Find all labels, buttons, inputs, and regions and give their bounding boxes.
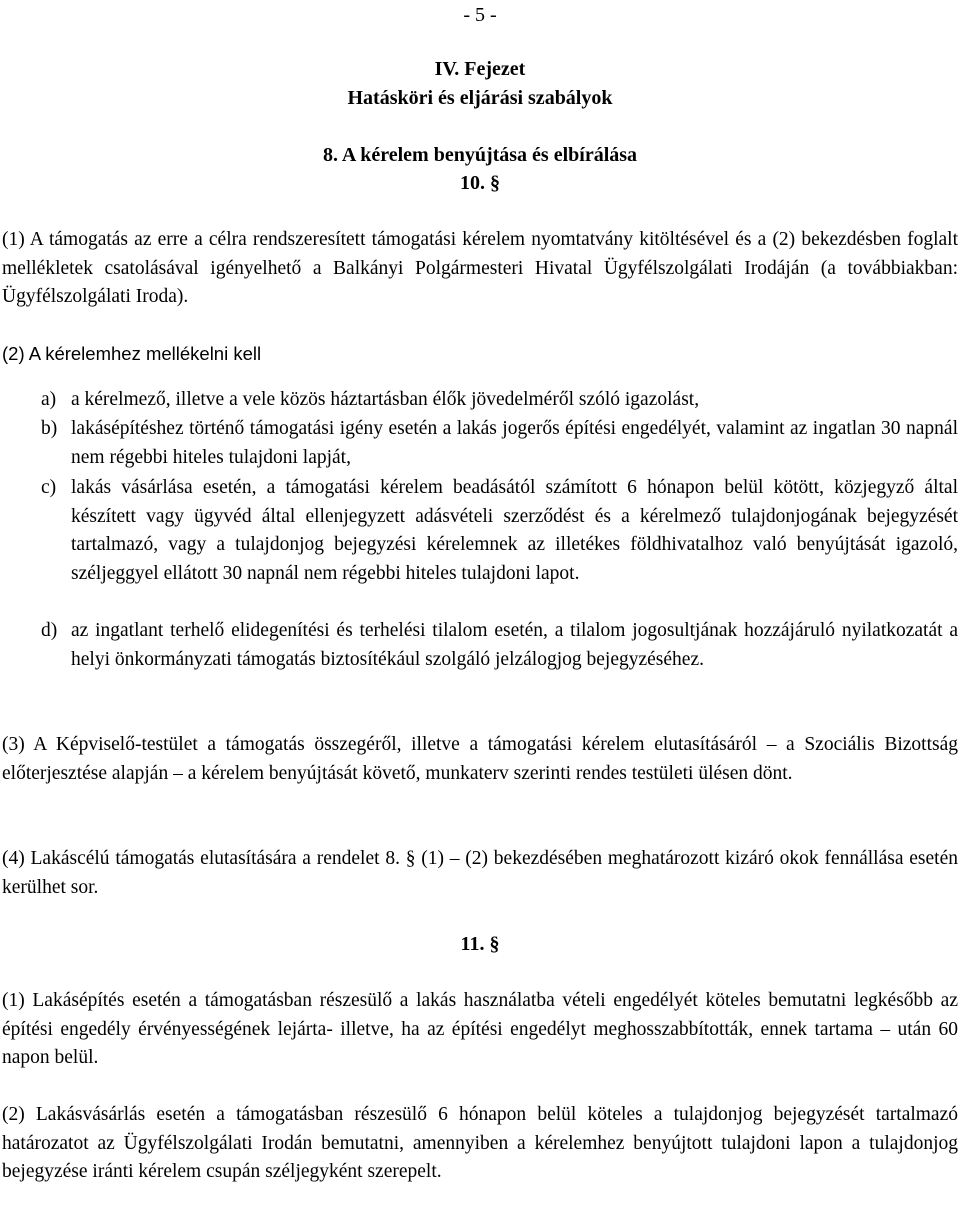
- paragraph-10-4: (4) Lakáscélú támogatás elutasítására a rendelet 8. § (1) – (2) bekezdésében meghatározott kizáró okok fennállása esetén kerülhet sor.: [2, 848, 958, 898]
- paragraph-11-1: (1) Lakásépítés esetén a támogatásban részesülő a lakás használatba vételi engedélyét köteles bemutatni legkésőbb az építési engedély érvényességének lejárta- illetve, ha az építési engedélyt meghosszabbították, ennek tartama – után 60 napon belül.: [2, 990, 958, 1068]
- list-item: [41, 474, 958, 588]
- page-number: - 5 -: [463, 4, 497, 26]
- list-item-text: a kérelmező, illetve a vele közös háztartásban élők jövedelméről szóló igazolást,: [71, 389, 700, 410]
- list-item: [41, 386, 958, 415]
- paragraph-10-1: (1) A támogatás az erre a célra rendszeresített támogatási kérelem nyomtatvány kitöltésével és a (2) bekezdésben foglalt mellékletek csatolásával igényelhető a Balkányi Polgármesteri Hivatal Ügyfélszolgálati Irodáján (a továbbiakban: Ügyfélszolgálati Iroda).: [2, 229, 958, 307]
- list-item-text: lakás vásárlása esetén, a támogatási kérelem beadásától számított 6 hónapon belül kötött, közjegyző által készített vagy ügyvéd által ellenjegyzett adásvételi szerződést és a kérelmező tulajdonjogának bejegyzését tartalmazó, vagy a tulajdonjog bejegyzési kérelemnek az illetékes földhivatalhoz való benyújtását igazoló, széljeggyel ellátott 30 napnál nem régebbi hiteles tulajdoni lapot.: [71, 477, 958, 584]
- list-item-label: b): [41, 418, 58, 439]
- paragraph-mark-11: 11. §: [460, 933, 500, 955]
- list-item-label: a): [41, 389, 57, 410]
- paragraph-11-2: (2) Lakásvásárlás esetén a támogatásban részesülő 6 hónapon belül köteles a tulajdonjog bejegyzését tartalmazó határozatot az Ügyfélszolgálati Irodán bemutatni, amennyiben a kérelemhez benyújtott tulajdoni lapon a tulajdonjog bejegyzése iránti kérelem csupán széljegyként szerepelt.: [2, 1104, 958, 1182]
- section-title: 8. A kérelem benyújtása és elbírálása: [322, 144, 638, 166]
- chapter-number: IV. Fejezet: [434, 58, 526, 80]
- list-item-text: az ingatlant terhelő elidegenítési és terhelési tilalom esetén, a tilalom jogosultjának hozzájáruló nyilatkozatát a helyi önkormányzati támogatás biztosítékául szolgáló jelzálogjog bejegyzéséhez.: [71, 620, 958, 670]
- paragraph-mark-10: 10. §: [460, 172, 500, 194]
- paragraph-10-2-intro: (2) A kérelemhez mellékelni kell: [2, 343, 262, 364]
- paragraph-10-3: (3) A Képviselő-testület a támogatás összegéről, illetve a támogatási kérelem elutasításáról – a Szociális Bizottság előterjesztése alapján – a kérelem benyújtását követő, munkaterv szerinti rendes testületi ülésen dönt.: [2, 734, 958, 784]
- list-item: [41, 415, 958, 472]
- chapter-title: Hatásköri és eljárási szabályok: [347, 87, 613, 109]
- list-item-text: lakásépítéshez történő támogatási igény esetén a lakás jogerős építési engedélyét, valamint az ingatlan 30 napnál nem régebbi hiteles tulajdoni lapját,: [71, 418, 958, 468]
- list-item: [41, 617, 958, 674]
- list-item-label: d): [41, 620, 58, 641]
- list-item-label: c): [41, 477, 57, 498]
